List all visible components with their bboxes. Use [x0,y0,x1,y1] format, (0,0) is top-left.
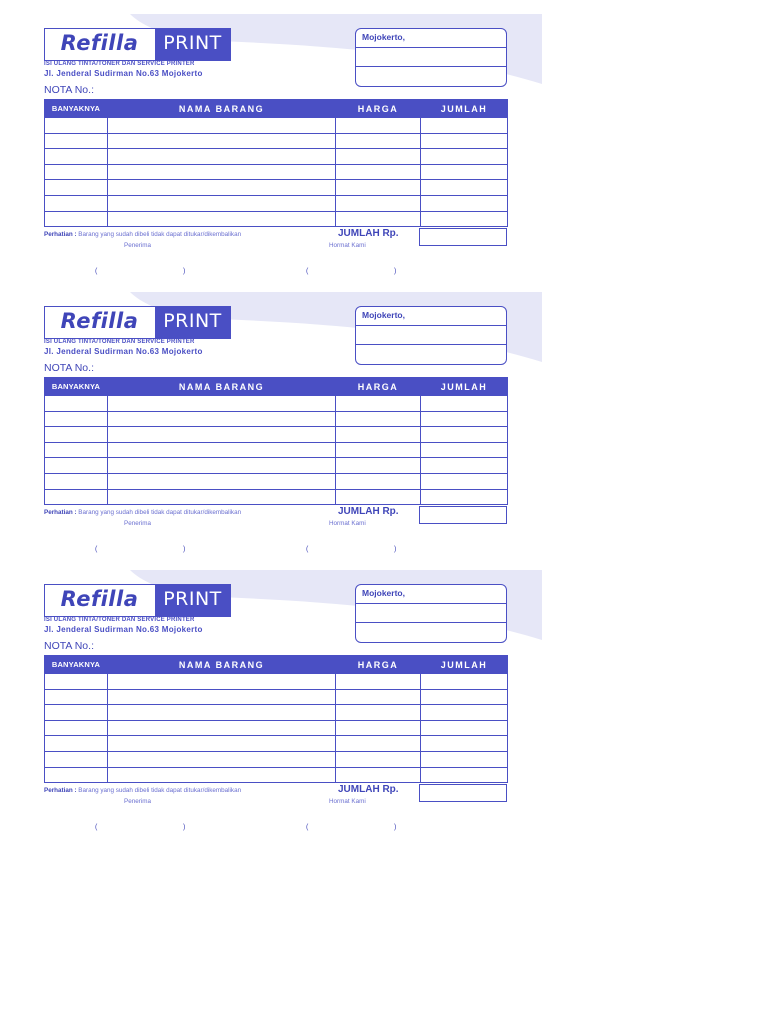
divider-line [356,344,506,345]
nota-number-label: NOTA No.: [44,640,94,652]
column-header-amount: JUMLAH [421,656,508,674]
quantity-cell[interactable] [45,118,108,134]
city-label: Mojokerto, [362,32,405,42]
price-cell[interactable] [336,442,421,458]
brand-address: Jl. Jenderal Sudirman No.63 Mojokerto [44,625,203,634]
notice-label: Perhatian : [44,231,77,238]
table-row [45,720,508,736]
amount-cell[interactable] [421,674,508,690]
item-name-cell[interactable] [108,736,336,752]
notice-body: Barang yang sudah dibeli tidak dapat ditukar/dikembalikan [78,231,242,238]
item-name-cell[interactable] [108,180,336,196]
table-row [45,211,508,227]
quantity-cell[interactable] [45,736,108,752]
brand-name-print: PRINT [155,307,230,338]
quantity-cell[interactable] [45,133,108,149]
quantity-cell[interactable] [45,767,108,783]
city-label: Mojokerto, [362,310,405,320]
item-name-cell[interactable] [108,489,336,505]
table-row [45,180,508,196]
table-row [45,689,508,705]
amount-cell[interactable] [421,427,508,443]
price-cell[interactable] [336,689,421,705]
price-cell[interactable] [336,396,421,412]
amount-cell[interactable] [421,180,508,196]
total-amount-cell[interactable] [419,506,507,524]
item-name-cell[interactable] [108,396,336,412]
quantity-cell[interactable] [45,195,108,211]
items-table [44,655,508,783]
date-recipient-box[interactable] [355,28,507,87]
price-cell[interactable] [336,736,421,752]
brand-logo [44,584,231,617]
amount-cell[interactable] [421,720,508,736]
total-amount-cell[interactable] [419,784,507,802]
quantity-cell[interactable] [45,180,108,196]
amount-cell[interactable] [421,411,508,427]
brand-name-print: PRINT [155,29,230,60]
quantity-cell[interactable] [45,473,108,489]
column-header-item-name: NAMA BARANG [108,656,336,674]
column-header-quantity: BANYAKNYA [45,656,108,674]
item-name-cell[interactable] [108,211,336,227]
brand-name-print: PRINT [155,585,230,616]
quantity-cell[interactable] [45,411,108,427]
amount-cell[interactable] [421,751,508,767]
invoice-form-copy-1 [10,14,542,284]
table-row [45,489,508,505]
brand-tagline: ISI ULANG TINTA/TONER DAN SERVICE PRINTER [44,339,195,345]
item-name-cell[interactable] [108,427,336,443]
sender-signature-close-paren: ) [394,824,397,831]
column-header-amount: JUMLAH [421,100,508,118]
brand-logo [44,306,231,339]
quantity-cell[interactable] [45,751,108,767]
divider-line [356,66,506,67]
quantity-cell[interactable] [45,705,108,721]
quantity-cell[interactable] [45,211,108,227]
sender-signature-open-paren: ( [306,824,309,831]
city-label: Mojokerto, [362,588,405,598]
item-name-cell[interactable] [108,164,336,180]
receiver-signature-label: Penerima [124,242,151,249]
table-row [45,705,508,721]
item-name-cell[interactable] [108,751,336,767]
notice-text [44,787,241,794]
item-name-cell[interactable] [108,674,336,690]
quantity-cell[interactable] [45,458,108,474]
table-row [45,133,508,149]
item-name-cell[interactable] [108,118,336,134]
amount-cell[interactable] [421,442,508,458]
item-name-cell[interactable] [108,705,336,721]
brand-address: Jl. Jenderal Sudirman No.63 Mojokerto [44,69,203,78]
price-cell[interactable] [336,720,421,736]
divider-line [356,603,506,604]
price-cell[interactable] [336,751,421,767]
price-cell[interactable] [336,427,421,443]
quantity-cell[interactable] [45,427,108,443]
brand-logo [44,28,231,61]
amount-cell[interactable] [421,149,508,165]
amount-cell[interactable] [421,489,508,505]
price-cell[interactable] [336,118,421,134]
total-label: JUMLAH Rp. [338,784,399,795]
price-cell[interactable] [336,164,421,180]
quantity-cell[interactable] [45,396,108,412]
amount-cell[interactable] [421,211,508,227]
item-name-cell[interactable] [108,458,336,474]
table-row [45,767,508,783]
receiver-signature-close-paren: ) [183,546,186,553]
total-amount-cell[interactable] [419,228,507,246]
amount-cell[interactable] [421,133,508,149]
table-row [45,149,508,165]
notice-body: Barang yang sudah dibeli tidak dapat ditukar/dikembalikan [78,509,242,516]
item-name-cell[interactable] [108,767,336,783]
price-cell[interactable] [336,705,421,721]
brand-address: Jl. Jenderal Sudirman No.63 Mojokerto [44,347,203,356]
notice-label: Perhatian : [44,509,77,516]
price-cell[interactable] [336,489,421,505]
table-row [45,736,508,752]
quantity-cell[interactable] [45,720,108,736]
table-row [45,473,508,489]
amount-cell[interactable] [421,689,508,705]
price-cell[interactable] [336,195,421,211]
amount-cell[interactable] [421,118,508,134]
quantity-cell[interactable] [45,674,108,690]
quantity-cell[interactable] [45,149,108,165]
item-name-cell[interactable] [108,195,336,211]
amount-cell[interactable] [421,736,508,752]
sender-signature-open-paren: ( [306,546,309,553]
amount-cell[interactable] [421,705,508,721]
sender-signature-label: Hormat Kami [329,242,366,249]
item-name-cell[interactable] [108,473,336,489]
table-row [45,458,508,474]
table-header-row [45,100,508,118]
price-cell[interactable] [336,211,421,227]
divider-line [356,47,506,48]
items-table [44,99,508,227]
price-cell[interactable] [336,411,421,427]
table-row [45,164,508,180]
item-name-cell[interactable] [108,689,336,705]
column-header-price: HARGA [336,100,421,118]
sender-signature-label: Hormat Kami [329,520,366,527]
brand-name-refilla: Refilla [60,309,139,333]
date-recipient-box[interactable] [355,584,507,643]
price-cell[interactable] [336,149,421,165]
quantity-cell[interactable] [45,489,108,505]
table-row [45,411,508,427]
column-header-amount: JUMLAH [421,378,508,396]
quantity-cell[interactable] [45,164,108,180]
sender-signature-close-paren: ) [394,546,397,553]
notice-label: Perhatian : [44,787,77,794]
amount-cell[interactable] [421,396,508,412]
table-header-row [45,378,508,396]
notice-text [44,231,241,238]
table-row [45,442,508,458]
receiver-signature-open-paren: ( [95,546,98,553]
sender-signature-label: Hormat Kami [329,798,366,805]
amount-cell[interactable] [421,164,508,180]
table-header-row [45,656,508,674]
price-cell[interactable] [336,767,421,783]
table-row [45,195,508,211]
divider-line [356,622,506,623]
sender-signature-open-paren: ( [306,268,309,275]
table-row [45,396,508,412]
sender-signature-close-paren: ) [394,268,397,275]
receiver-signature-close-paren: ) [183,268,186,275]
price-cell[interactable] [336,674,421,690]
quantity-cell[interactable] [45,689,108,705]
invoice-form-copy-3 [10,570,542,840]
brand-name-refilla: Refilla [60,587,139,611]
brand-tagline: ISI ULANG TINTA/TONER DAN SERVICE PRINTER [44,61,195,67]
column-header-item-name: NAMA BARANG [108,100,336,118]
nota-number-label: NOTA No.: [44,362,94,374]
price-cell[interactable] [336,458,421,474]
table-row [45,118,508,134]
item-name-cell[interactable] [108,149,336,165]
quantity-cell[interactable] [45,442,108,458]
amount-cell[interactable] [421,195,508,211]
receiver-signature-close-paren: ) [183,824,186,831]
table-row [45,751,508,767]
column-header-price: HARGA [336,656,421,674]
amount-cell[interactable] [421,473,508,489]
nota-number-label: NOTA No.: [44,84,94,96]
column-header-item-name: NAMA BARANG [108,378,336,396]
items-table [44,377,508,505]
receiver-signature-label: Penerima [124,798,151,805]
total-label: JUMLAH Rp. [338,506,399,517]
amount-cell[interactable] [421,458,508,474]
column-header-price: HARGA [336,378,421,396]
invoice-form-copy-2 [10,292,542,562]
receiver-signature-open-paren: ( [95,824,98,831]
column-header-quantity: BANYAKNYA [45,378,108,396]
brand-name-refilla: Refilla [60,31,139,55]
item-name-cell[interactable] [108,720,336,736]
item-name-cell[interactable] [108,133,336,149]
table-row [45,427,508,443]
brand-tagline: ISI ULANG TINTA/TONER DAN SERVICE PRINTER [44,617,195,623]
price-cell[interactable] [336,133,421,149]
receiver-signature-label: Penerima [124,520,151,527]
table-row [45,674,508,690]
item-name-cell[interactable] [108,442,336,458]
price-cell[interactable] [336,180,421,196]
divider-line [356,325,506,326]
total-label: JUMLAH Rp. [338,228,399,239]
notice-text [44,509,241,516]
amount-cell[interactable] [421,767,508,783]
date-recipient-box[interactable] [355,306,507,365]
column-header-quantity: BANYAKNYA [45,100,108,118]
receiver-signature-open-paren: ( [95,268,98,275]
item-name-cell[interactable] [108,411,336,427]
price-cell[interactable] [336,473,421,489]
notice-body: Barang yang sudah dibeli tidak dapat ditukar/dikembalikan [78,787,242,794]
